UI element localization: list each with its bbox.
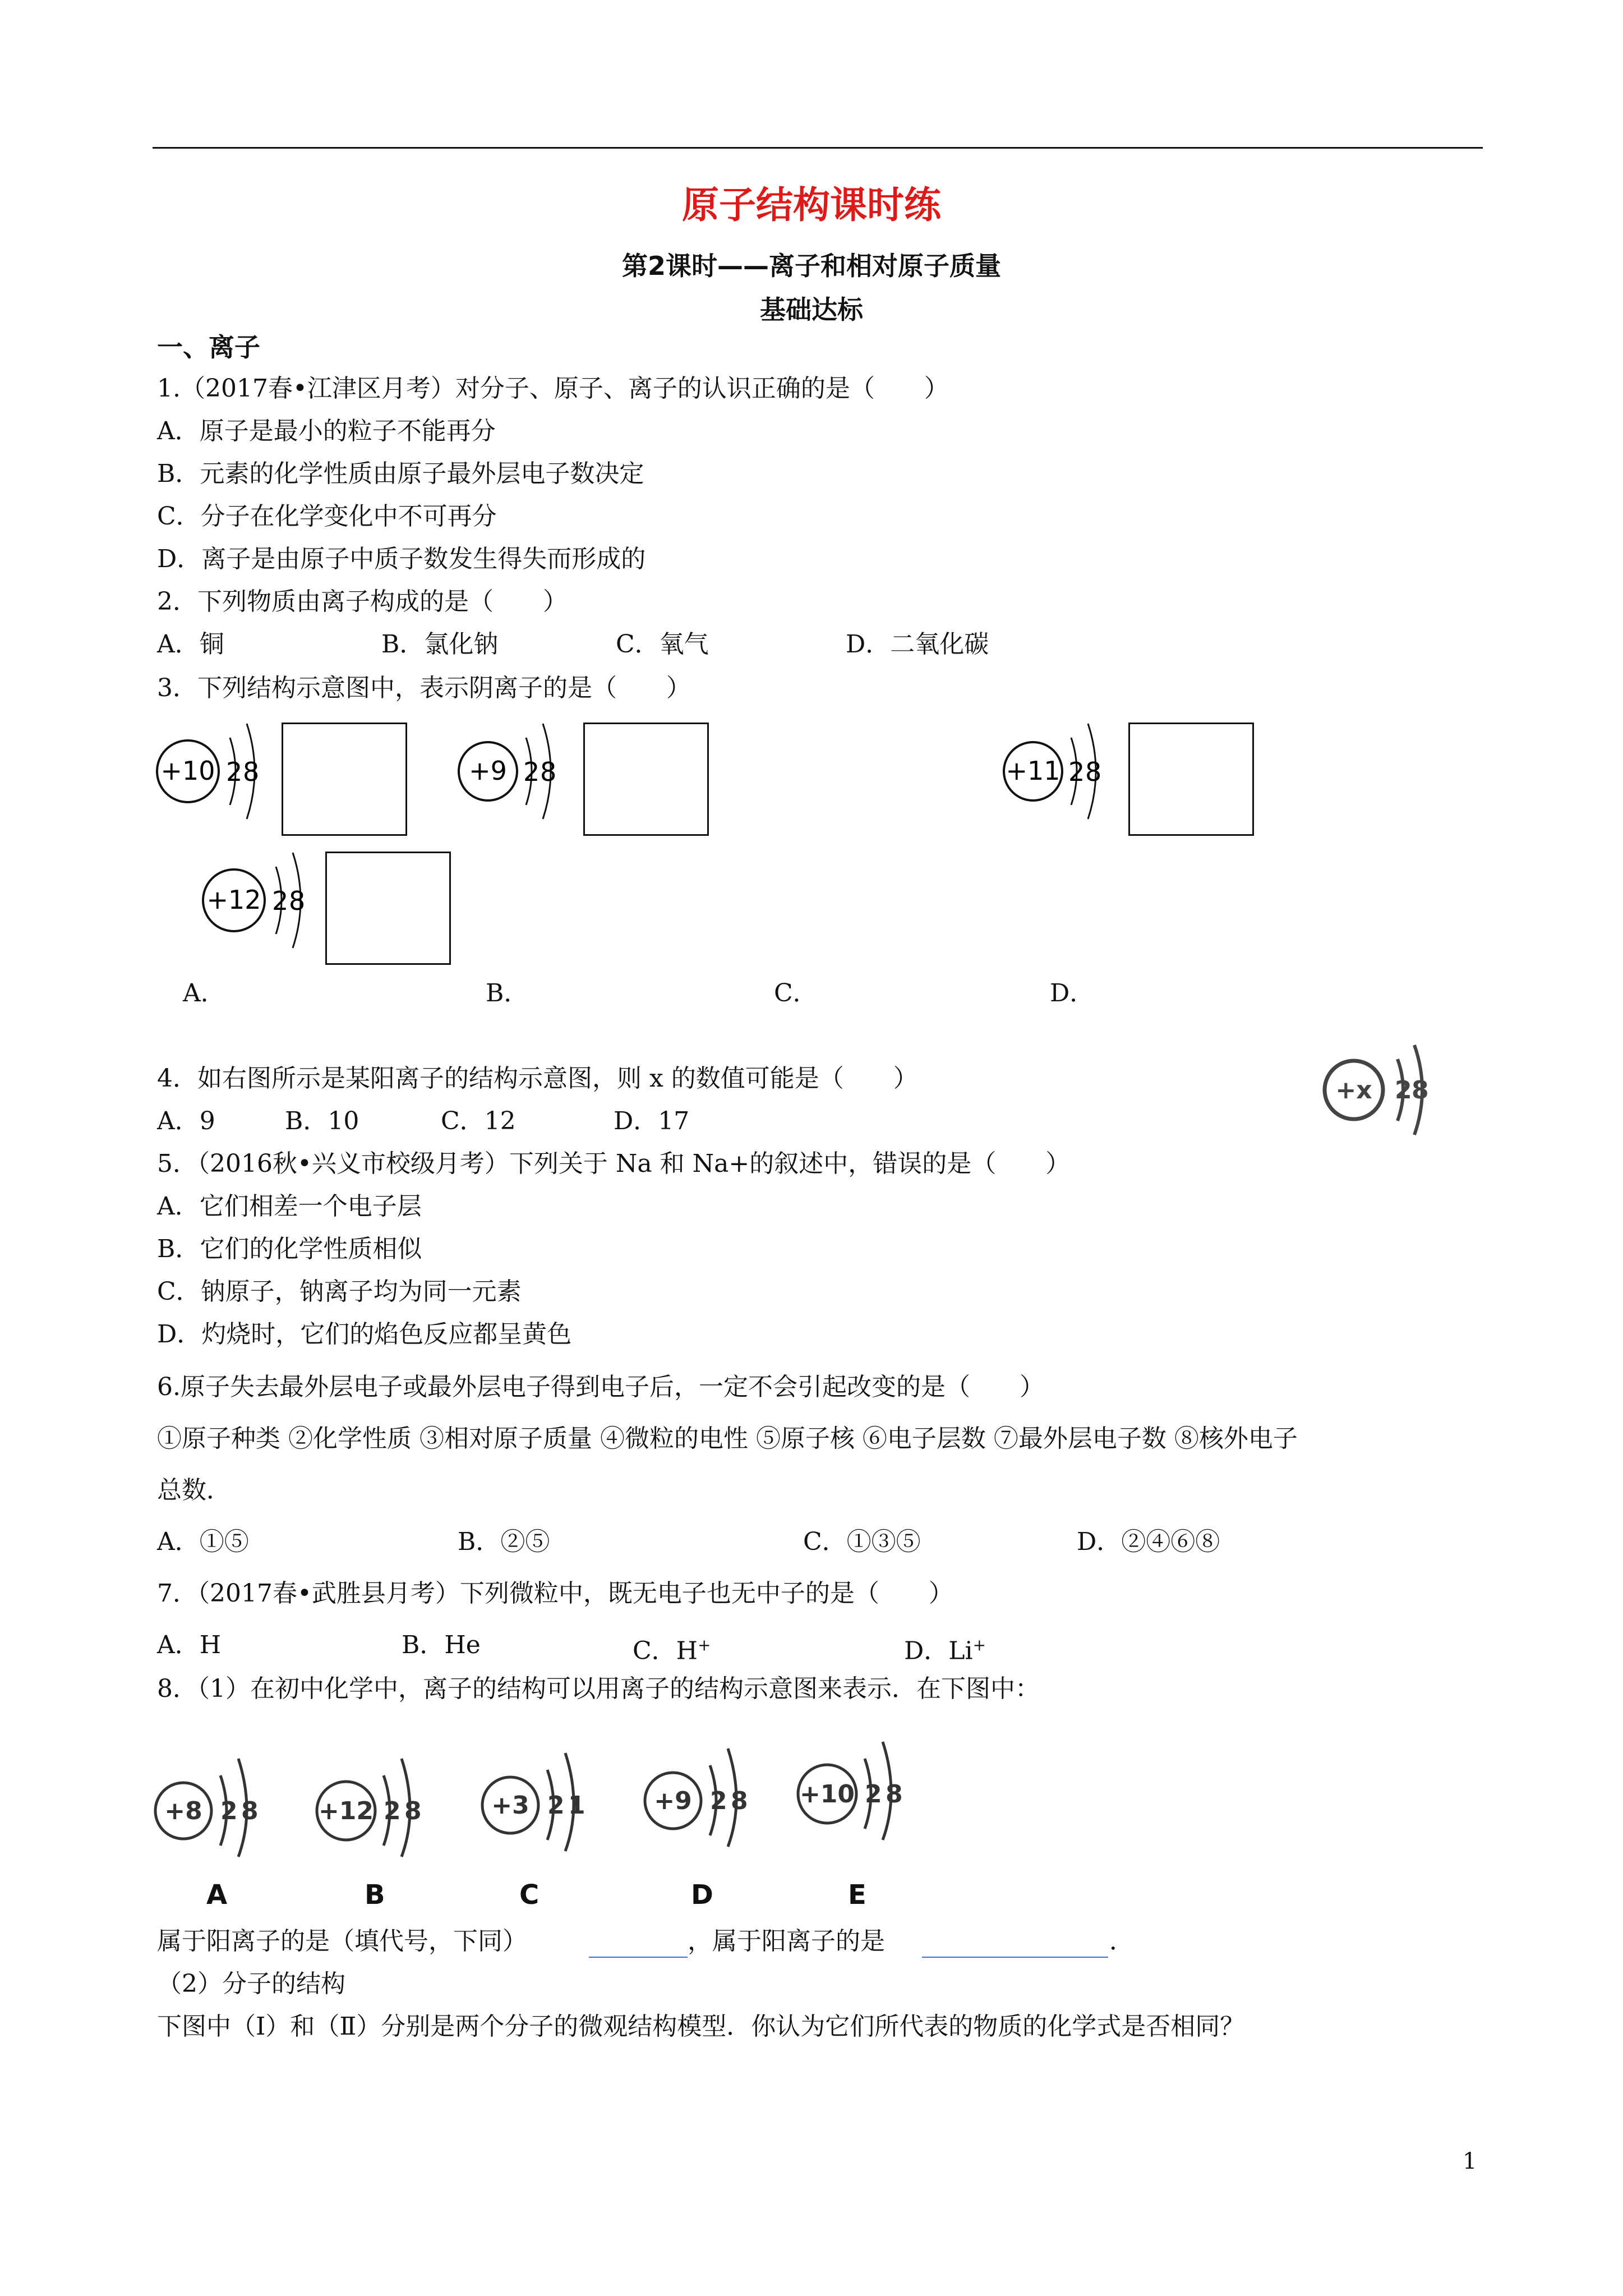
shell-2-electrons: 8: [540, 757, 557, 787]
answer-box: [282, 723, 407, 836]
shell-2-electrons: 8: [1085, 757, 1102, 787]
shell-2-electrons: 8: [886, 1780, 903, 1809]
nucleus-charge: +x: [1335, 1076, 1372, 1105]
question-6-stem: 6.原子失去最外层电子或最外层电子得到电子后，一定不会引起改变的是（ ）: [157, 1373, 1044, 1401]
header-rule: [153, 147, 1483, 149]
question-8-answer-line1: 属于阳离子的是（填代号，下同）: [157, 1927, 527, 1955]
question-5-stem: 5．（2016秋•兴义市校级月考）下列关于 Na 和 Na+的叙述中，错误的是（ ）: [157, 1149, 1071, 1178]
nucleus-charge: +3: [491, 1791, 529, 1820]
question-8-stem: 8．（1）在初中化学中，离子的结构可以用离子的结构示意图来表示．在下图中：: [157, 1674, 1040, 1703]
shell-1-electrons: 2: [710, 1787, 727, 1815]
atom-diagram-plus12: [197, 841, 321, 948]
nucleus-charge: +11: [1006, 756, 1061, 786]
nucleus-charge: +10: [799, 1780, 855, 1809]
shell-2-electrons: 8: [241, 1797, 259, 1825]
question-4-option-c: C．12: [441, 1107, 516, 1135]
question-2-option-c: C．氧气: [616, 630, 709, 659]
question-2-option-b: B．氯化钠: [381, 630, 499, 659]
question-5-option-a: A．它们相差一个电子层: [157, 1192, 422, 1221]
question-8-answer-end: ．: [1109, 1927, 1134, 1955]
question-2-stem: 2．下列物质由离子构成的是（ ）: [157, 587, 568, 616]
shell-2-electrons: 8: [289, 886, 306, 916]
atom-diagram-plus11: [998, 712, 1122, 819]
atom-diagram-plus9: [453, 712, 577, 819]
question-3-option-d: D．: [1050, 979, 1095, 1007]
shell-1-electrons: 2: [1068, 757, 1085, 787]
shell-1-electrons: 2: [272, 886, 289, 916]
shell-2-electrons: 8: [731, 1787, 748, 1815]
shell-2-electrons: 8: [404, 1797, 422, 1825]
question-8-part2-text: 下图中（Ⅰ）和（Ⅱ）分别是两个分子的微观结构模型．你认为它们所代表的物质的化学式是否相同？: [157, 2012, 1245, 2041]
question-1-stem: 1.（2017春•江津区月考）对分子、原子、离子的认识正确的是（ ）: [157, 374, 949, 403]
atom-diagram-c: [481, 1739, 610, 1851]
answer-blank-2[interactable]: [922, 1957, 1108, 1958]
atom-diagram-plus10: [151, 712, 275, 819]
question-4-stem: 4．如右图所示是某阳离子的结构示意图，则 x 的数值可能是（ ）: [157, 1064, 918, 1093]
question-4-option-b: B．10: [285, 1107, 359, 1135]
question-6-option-c: C．①③⑤: [803, 1527, 921, 1556]
question-1-option-a: A．原子是最小的粒子不能再分: [157, 417, 496, 445]
diagram-label-d: D: [691, 1879, 713, 1911]
ion-diagram-d: [644, 1734, 773, 1847]
shell-2-electrons: 8: [243, 757, 260, 787]
question-6-option-a: A．①⑤: [157, 1527, 249, 1556]
question-5-option-c: C．钠原子，钠离子均为同一元素: [157, 1277, 522, 1306]
question-4-option-a: A．9: [157, 1107, 215, 1135]
answer-blank-1[interactable]: [589, 1957, 688, 1958]
level-heading: 基础达标: [760, 295, 863, 325]
ion-diagram-e: [796, 1728, 925, 1840]
question-6-option-d: D．②④⑥⑧: [1077, 1527, 1220, 1556]
question-7-option-b: B．He: [402, 1631, 481, 1659]
page-number: 1: [1463, 2148, 1477, 2174]
page-title: 原子结构课时练: [682, 183, 941, 227]
question-7-option-a: A．H: [157, 1631, 222, 1659]
question-2-option-d: D．二氧化碳: [846, 630, 989, 659]
shell-1-electrons: 2: [220, 1797, 238, 1825]
question-1-option-d: D．离子是由原子中质子数发生得失而形成的: [157, 545, 646, 573]
question-1-option-b: B．元素的化学性质由原子最外层电子数决定: [157, 459, 644, 488]
shell-1-electrons: 2: [226, 757, 243, 787]
question-3-stem: 3．下列结构示意图中，表示阴离子的是（ ）: [157, 674, 691, 702]
question-2-option-a: A．铜: [157, 630, 224, 659]
ion-diagram-b: [315, 1745, 444, 1857]
lesson-subtitle: 第2课时——离子和相对原子质量: [621, 251, 1001, 281]
question-5-option-d: D．灼烧时，它们的焰色反应都呈黄色: [157, 1320, 572, 1349]
shell-1-electrons: 2: [384, 1797, 401, 1825]
question-8-answer-line2: ，属于阳离子的是: [688, 1927, 885, 1955]
answer-box: [325, 852, 451, 965]
question-1-option-c: C．分子在化学变化中不可再分: [157, 502, 497, 531]
question-7-stem: 7．（2017春•武胜县月考）下列微粒中，既无电子也无中子的是（ ）: [157, 1579, 953, 1608]
nucleus-charge: +10: [160, 756, 215, 786]
section-heading: 一、离子: [157, 332, 260, 362]
question-6-items: ①原子种类 ②化学性质 ③相对原子质量 ④微粒的电性 ⑤原子核 ⑥电子层数 ⑦最外层电子数 ⑧核外电子: [157, 1424, 1298, 1453]
diagram-label-c: C: [519, 1879, 540, 1911]
answer-box: [1128, 723, 1254, 836]
diagram-label-b: B: [365, 1879, 385, 1911]
nucleus-charge: +12: [318, 1797, 374, 1825]
question-3-option-c: C．: [774, 979, 818, 1007]
diagram-label-e: E: [848, 1879, 866, 1911]
shell-1-electrons: 2: [523, 757, 540, 787]
question-3-option-a: A．: [183, 979, 225, 1007]
nucleus-charge: +9: [469, 756, 507, 786]
diagram-label-a: A: [206, 1879, 228, 1911]
shell-2-electrons: 1: [568, 1791, 585, 1820]
nucleus-charge: +8: [164, 1797, 202, 1825]
answer-box: [583, 723, 709, 836]
cation-diagram-plusx: [1319, 1037, 1448, 1143]
shell-1-electrons: 2: [865, 1780, 882, 1809]
question-8-part2-title: （2）分子的结构: [157, 1970, 345, 1998]
nucleus-charge: +12: [206, 885, 261, 915]
ion-diagram-a: [154, 1745, 283, 1857]
question-7-option-c: C．H+: [633, 1636, 711, 1665]
question-7-option-d: D．Li+: [904, 1636, 986, 1665]
shell-1-electrons: 2: [1395, 1076, 1412, 1105]
nucleus-charge: +9: [654, 1787, 692, 1815]
shell-2-electrons: 8: [1412, 1076, 1429, 1105]
shell-1-electrons: 2: [547, 1791, 565, 1820]
question-3-option-b: B．: [486, 979, 529, 1007]
question-5-option-b: B．它们的化学性质相似: [157, 1235, 422, 1263]
question-4-option-d: D．17: [614, 1107, 690, 1135]
question-6-option-b: B．②⑤: [458, 1527, 550, 1556]
question-6-items-cont: 总数．: [157, 1476, 231, 1504]
